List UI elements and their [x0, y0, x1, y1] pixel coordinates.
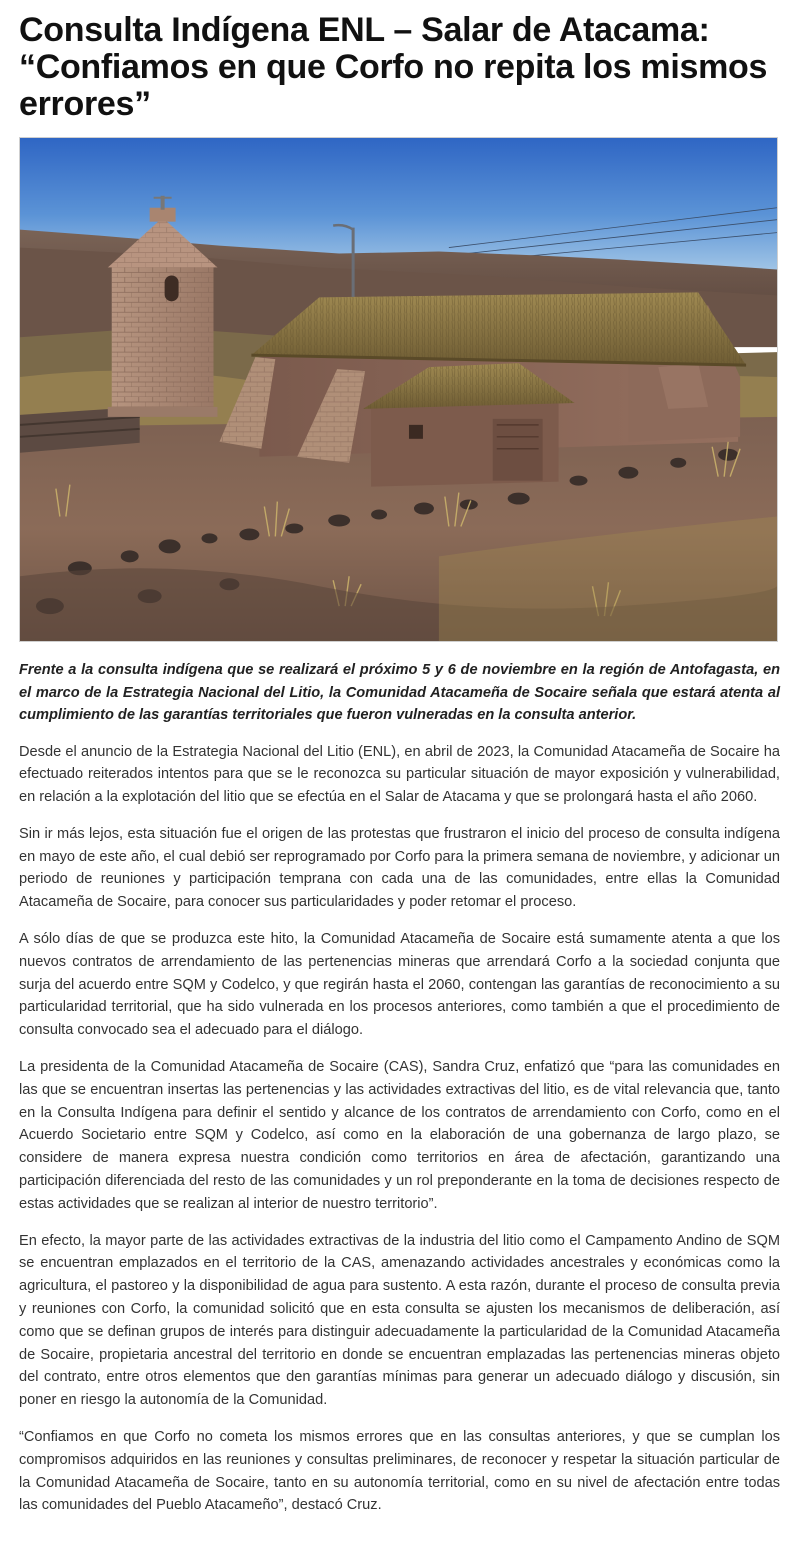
- article-lead: Frente a la consulta indígena que se realizará el próximo 5 y 6 de noviembre en la región de Antofagasta, en el marco de la Estrategia Nacional del Litio, la Comunidad Atacameña de Socaire señala que estará atenta al cumplimiento de las garantías territoriales que fueron vulneradas en la consulta anterior.: [19, 662, 780, 723]
- article-paragraph-4: La presidenta de la Comunidad Atacameña de Socaire (CAS), Sandra Cruz, enfatizó que “para las comunidades en las que se encuentran insertas las pertenencias y las actividades extractivas del litio, es de vital relevancia que, tanto en la Consulta Indígena para definir el sentido y alcance de los contratos de arrendamiento con Corfo, como en el Acuerdo Societario entre SQM y Codelco, así como en la elaboración de una gobernanza de largo plazo, se considere de manera expresa nuestra condición como territorios en área de afectación, garantizando una participación diferenciada del resto de las comunidades y un rol preponderante en la toma de decisiones respecto de estas actividades que se realizan al interior de nuestro territorio”.: [19, 1059, 780, 1212]
- article-paragraph-5: En efecto, la mayor parte de las actividades extractivas de la industria del litio como el Campamento Andino de SQM se encuentran emplazados en el territorio de la CAS, amenazando actividades ancestrales y económicas como la agricultura, el pastoreo y la disponibilidad de agua para sustento. A esta razón, durante el proceso de consulta previa y reuniones con Corfo, la comunidad solicitó que en esta consulta se ajusten los mecanismos de deliberación, así como que se definan grupos de interés para distinguir adecuadamente la particularidad de la Comunidad Atacameña de Socaire, propietaria ancestral del territorio en donde se encuentran emplazadas las pertenencias mineras objeto del contrato, entre otros elementos que den garantías mínimas para generar un adecuado diálogo y discusión, sin poner en riesgo la autonomía de la Comunidad.: [19, 1232, 780, 1409]
- article-title: Consulta Indígena ENL – Salar de Atacama: “Confiamos en que Corfo no repita los mismos errores”: [19, 11, 768, 123]
- article-paragraph-1: Desde el anuncio de la Estrategia Nacional del Litio (ENL), en abril de 2023, la Comunidad Atacameña de Socaire ha efectuado reiterados intentos para que se le reconozca su particular situación de mayor exposición y vulnerabilidad, en relación a la explotación del litio que se efectúa en el Salar de Atacama y que se prolongará hasta el año 2060.: [19, 743, 780, 806]
- article-paragraph-2: Sin ir más lejos, esta situación fue el origen de las protestas que frustraron el inicio del proceso de consulta indígena en mayo de este año, el cual debió ser reprogramado por Corfo para la primera semana de noviembre, y adicionar un periodo de reuniones y participación temprana con cada una de las comunidades, entre ellas la Comunidad Atacameña de Socaire, para conocer sus particularidades y poder retomar el proceso.: [19, 825, 780, 911]
- article-hero-image: [19, 137, 778, 642]
- article-paragraph-3: A sólo días de que se produzca este hito, la Comunidad Atacameña de Socaire está sumamente atenta a que los nuevos contratos de arrendamiento de las pertenencias mineras que arrendará Corfo a la sociedad conjunta que surja del acuerdo entre SQM y Codelco, y que regirán hasta el 2060, contengan las garantías de reconocimiento a su particularidad territorial, que ha sido vulnerada en los procesos anteriores, como también a que el procedimiento de consulta convocado sea el adecuado para el diálogo.: [19, 931, 780, 1039]
- church-landscape-photo: [20, 138, 777, 641]
- article-paragraph-6: “Confiamos en que Corfo no cometa los mismos errores que en las consultas anteriores, y que se cumplan los compromisos adquiridos en las reuniones y consultas preliminares, de reconocer y respetar la situación particular de la Comunidad Atacameña de Socaire, tanto en su autonomía territorial, como en su nivel de afectación entre todas las comunidades del Pueblo Atacameño”, destacó Cruz.: [19, 1429, 780, 1514]
